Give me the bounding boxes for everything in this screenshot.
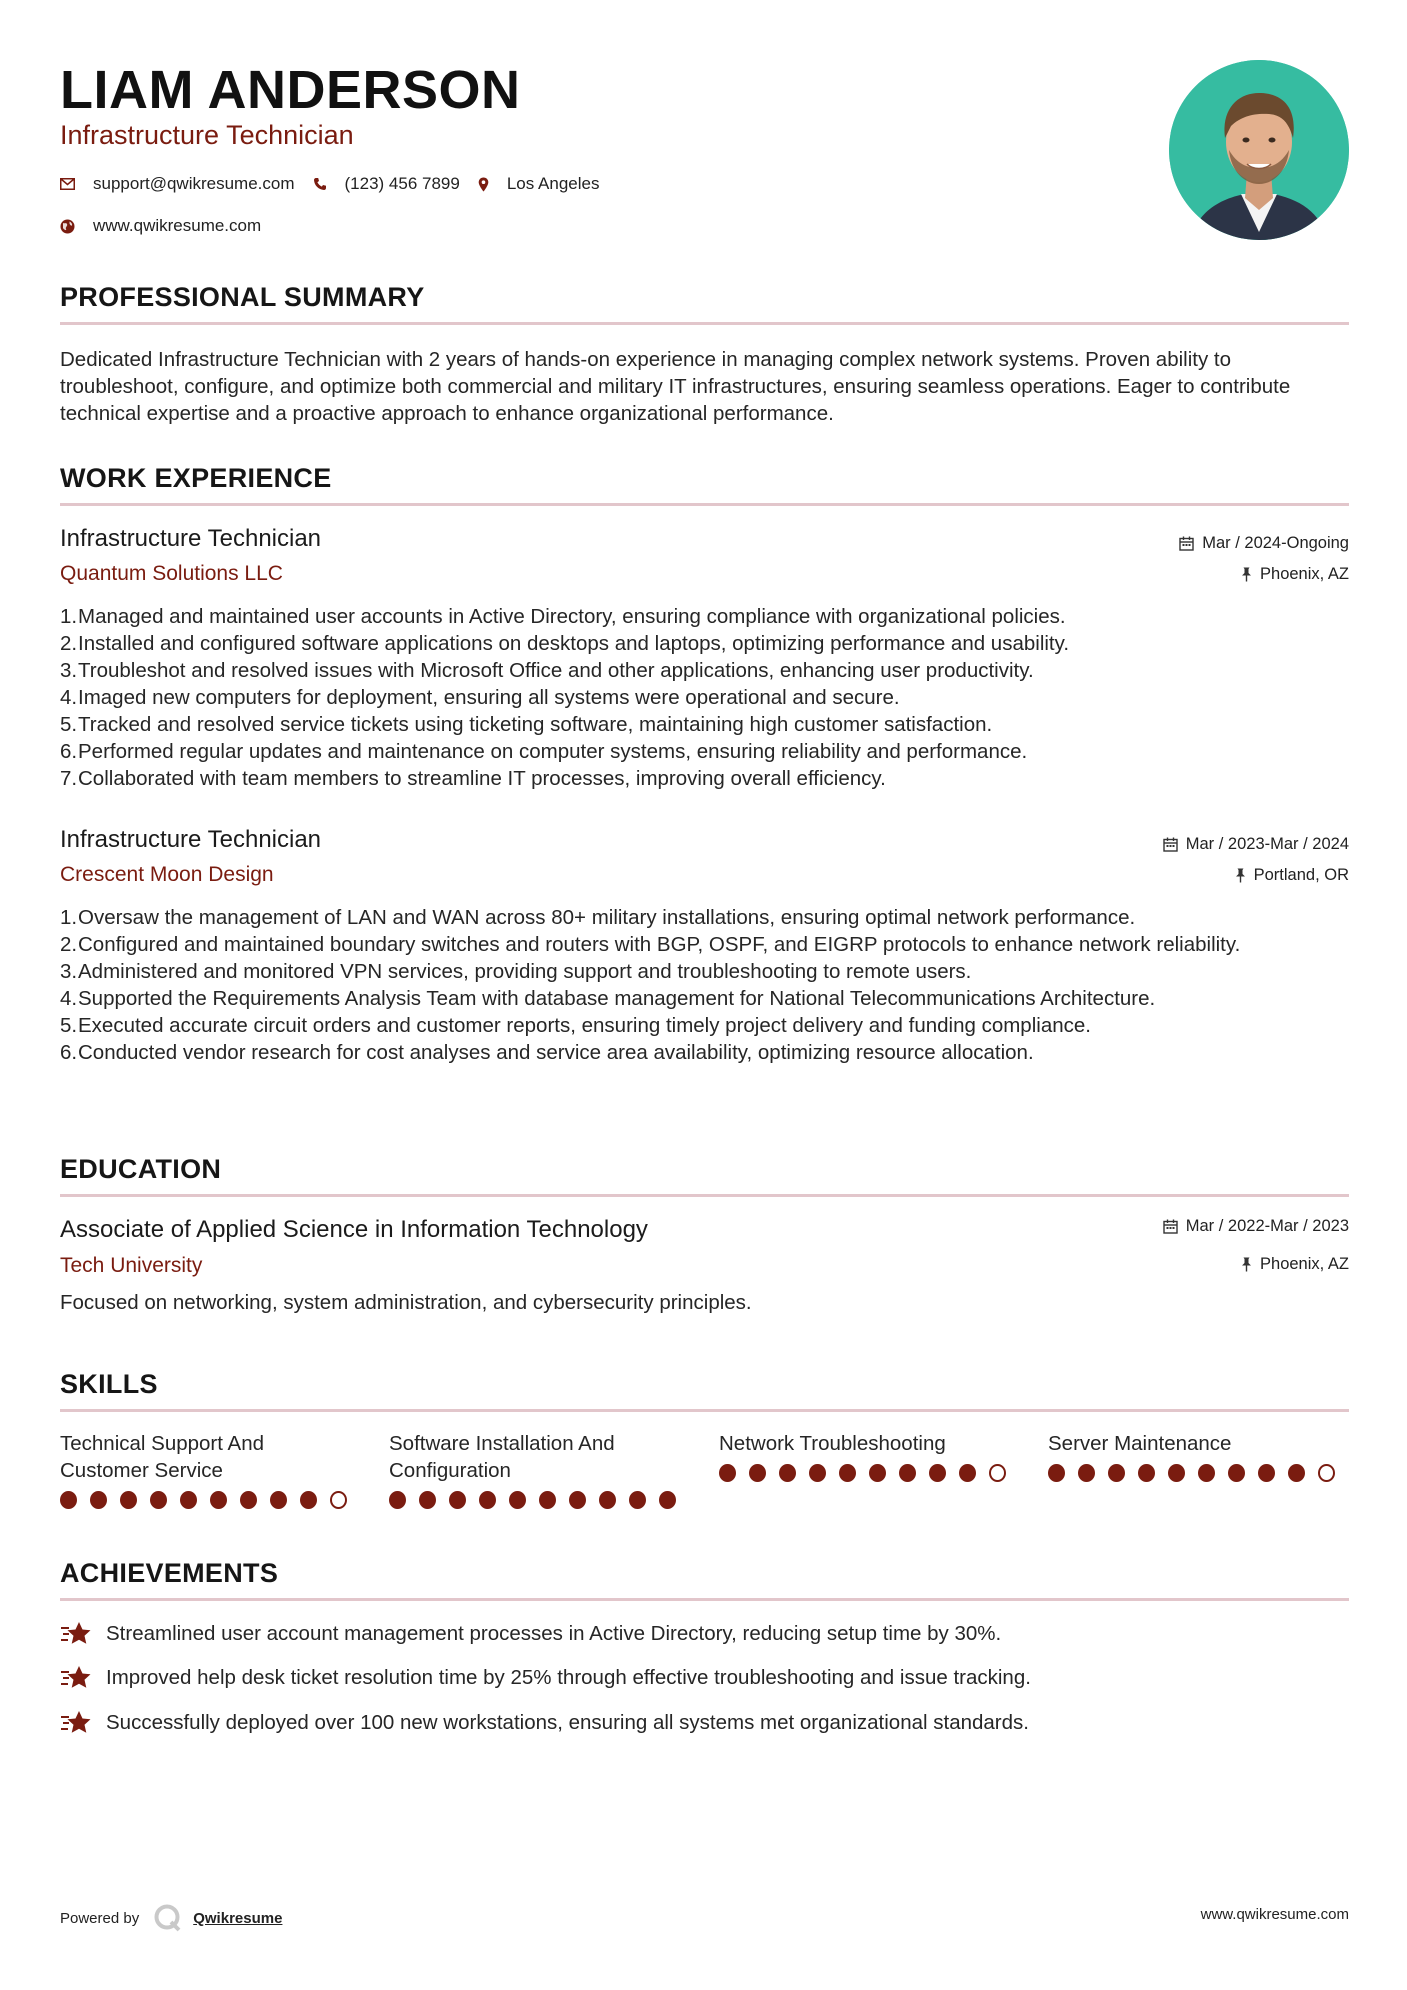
skill-name-line1: Software Installation And	[389, 1432, 615, 1455]
website-contact[interactable]	[60, 215, 261, 237]
website-text: www.qwikresume.com	[93, 216, 262, 235]
list-item: 5. Tracked and resolved service tickets using ticketing software, maintaining high customer satisfaction.	[60, 713, 993, 736]
envelope-icon	[60, 178, 75, 190]
rating-dot-filled	[90, 1491, 107, 1509]
skill-name-line2: Configuration	[389, 1459, 511, 1482]
achievement-text: Successfully deployed over 100 new workstations, ensuring all systems met organizational standards.	[106, 1711, 1029, 1734]
rating-dot-filled	[389, 1491, 406, 1509]
qwikresume-logo-icon	[153, 1903, 183, 1933]
list-item: 4. Supported the Requirements Analysis Team with database management for National Telecommunications Architecture.	[60, 987, 1156, 1010]
rating-dot-filled	[1138, 1464, 1155, 1482]
pushpin-icon	[1235, 868, 1246, 883]
profile-photo	[1169, 60, 1349, 240]
rating-dot-filled	[1108, 1464, 1125, 1482]
phone-text: (123) 456 7899	[344, 174, 460, 193]
achievements-divider	[60, 1598, 1349, 1601]
rating-dot-filled	[779, 1464, 796, 1482]
job-2-location-text: Portland, OR	[1253, 866, 1349, 884]
achievement-text: Improved help desk ticket resolution time by 25% through effective troubleshooting and issue tracking.	[106, 1666, 1031, 1689]
rating-dot-filled	[899, 1464, 916, 1482]
powered-by-label: Powered by	[60, 1909, 140, 1927]
rating-dot-filled	[569, 1491, 586, 1509]
rating-dot-filled	[419, 1491, 436, 1509]
pushpin-icon	[1241, 1257, 1252, 1272]
contact-row-primary	[60, 173, 617, 195]
location-contact	[478, 173, 600, 195]
job-2-company: Crescent Moon Design	[60, 863, 274, 886]
list-item: 3. Administered and monitored VPN services, providing support and troubleshooting to remote users.	[60, 960, 972, 983]
rating-dot-filled	[839, 1464, 856, 1482]
list-item: 1. Oversaw the management of LAN and WAN across 80+ military installations, ensuring optimal network performance.	[60, 906, 1136, 929]
rating-dot-filled	[1198, 1464, 1215, 1482]
rating-dot-filled	[509, 1491, 526, 1509]
person-portrait-icon	[1169, 60, 1349, 240]
rating-dot-empty	[330, 1491, 347, 1509]
job-1-title: Infrastructure Technician	[60, 525, 322, 552]
rating-dot-filled	[1288, 1464, 1305, 1482]
education-heading: EDUCATION	[60, 1154, 222, 1184]
rating-dot-filled	[929, 1464, 946, 1482]
rating-dot-filled	[1168, 1464, 1185, 1482]
rating-dot-filled	[1048, 1464, 1065, 1482]
phone-icon	[313, 177, 327, 191]
list-item: 2. Configured and maintained boundary switches and routers with BGP, OSPF, and EIGRP protocols to enhance network reliability.	[60, 933, 1241, 956]
rating-dot-filled	[210, 1491, 227, 1509]
list-item: 4. Imaged new computers for deployment, ensuring all systems were operational and secure.	[60, 686, 900, 709]
job-1-dates	[1179, 533, 1349, 553]
pushpin-icon	[1241, 567, 1252, 582]
job-1-bullets	[60, 603, 1349, 792]
education-dates	[1163, 1216, 1349, 1236]
rating-dot-empty	[1318, 1464, 1335, 1482]
list-item: 3. Troubleshot and resolved issues with Microsoft Office and other applications, enhancing user productivity.	[60, 659, 1034, 682]
rating-dot-filled	[599, 1491, 616, 1509]
location-text: Los Angeles	[506, 174, 600, 193]
rating-dot-filled	[1078, 1464, 1095, 1482]
email-contact[interactable]	[60, 173, 295, 195]
skill-name-line1: Technical Support And	[60, 1432, 264, 1455]
map-pin-icon	[478, 177, 489, 192]
list-item: 5. Executed accurate circuit orders and customer reports, ensuring timely project delivery and funding compliance.	[60, 1014, 1091, 1037]
skill-rating	[389, 1491, 689, 1509]
skill-name-line1: Network Troubleshooting	[719, 1432, 946, 1455]
candidate-name: LIAM ANDERSON	[60, 60, 521, 120]
education-location-text: Phoenix, AZ	[1260, 1255, 1349, 1273]
rating-dot-filled	[749, 1464, 766, 1482]
rating-dot-filled	[240, 1491, 257, 1509]
education-divider	[60, 1194, 1349, 1197]
job-2-dates-text: Mar / 2023-Mar / 2024	[1185, 835, 1349, 853]
rating-dot-filled	[150, 1491, 167, 1509]
skill-item	[389, 1430, 689, 1509]
star-award-icon	[60, 1710, 92, 1736]
education-dates-text: Mar / 2022-Mar / 2023	[1185, 1217, 1349, 1235]
summary-text: Dedicated Infrastructure Technician with 2 years of hands-on experience in managing complex network systems. Proven ability to troubleshoot, configure, and optimize both commercial and military IT infrastructures, ensuring seamless operations. Eager to contribute technical expertise and a proactive approach to enhance organizational performance.	[60, 348, 1291, 425]
school-name: Tech University	[60, 1254, 203, 1277]
job-2-title: Infrastructure Technician	[60, 826, 322, 853]
skill-rating	[719, 1464, 1019, 1482]
experience-heading: WORK EXPERIENCE	[60, 463, 332, 493]
education-description: Focused on networking, system administration, and cybersecurity principles.	[60, 1291, 752, 1314]
job-2-bullets	[60, 904, 1349, 1066]
rating-dot-filled	[719, 1464, 736, 1482]
job-1-company: Quantum Solutions LLC	[60, 562, 283, 585]
rating-dot-filled	[479, 1491, 496, 1509]
job-1-location	[1241, 564, 1349, 584]
job-2-location	[1235, 865, 1349, 885]
calendar-icon	[1163, 837, 1178, 852]
rating-dot-filled	[659, 1491, 676, 1509]
rating-dot-filled	[959, 1464, 976, 1482]
experience-divider	[60, 503, 1349, 506]
email-text: support@qwikresume.com	[93, 174, 295, 193]
list-item: 6. Performed regular updates and maintenance on computer systems, ensuring reliability and performance.	[60, 740, 1028, 763]
rating-dot-filled	[120, 1491, 137, 1509]
skill-item	[719, 1430, 1019, 1482]
qwikresume-link[interactable]: Qwikresume	[193, 1909, 283, 1927]
skill-name-line2: Customer Service	[60, 1459, 223, 1482]
education-location	[1241, 1254, 1349, 1274]
achievement-item	[60, 1664, 1031, 1691]
list-item: 2. Installed and configured software applications on desktops and laptops, optimizing performance and usability.	[60, 632, 1070, 655]
rating-dot-filled	[180, 1491, 197, 1509]
degree-title: Associate of Applied Science in Information Technology	[60, 1216, 648, 1243]
skill-item	[60, 1430, 360, 1509]
job-1-dates-text: Mar / 2024-Ongoing	[1202, 534, 1349, 552]
list-item: 6. Conducted vendor research for cost analyses and service area availability, optimizing resource allocation.	[60, 1041, 1034, 1064]
calendar-icon	[1163, 1219, 1178, 1234]
rating-dot-filled	[60, 1491, 77, 1509]
job-2-dates	[1163, 834, 1349, 854]
calendar-icon	[1179, 536, 1194, 551]
rating-dot-filled	[809, 1464, 826, 1482]
list-item: 1. Managed and maintained user accounts in Active Directory, ensuring compliance with organizational policies.	[60, 605, 1066, 628]
rating-dot-filled	[300, 1491, 317, 1509]
skill-name-line1: Server Maintenance	[1048, 1432, 1232, 1455]
rating-dot-filled	[449, 1491, 466, 1509]
rating-dot-filled	[629, 1491, 646, 1509]
footer-website[interactable]: www.qwikresume.com	[1200, 1906, 1349, 1923]
skill-rating	[60, 1491, 360, 1509]
rating-dot-empty	[989, 1464, 1006, 1482]
skills-divider	[60, 1409, 1349, 1412]
skill-rating	[1048, 1464, 1348, 1482]
rating-dot-filled	[869, 1464, 886, 1482]
achievements-heading: ACHIEVEMENTS	[60, 1558, 279, 1588]
globe-icon	[60, 219, 75, 234]
achievement-text: Streamlined user account management processes in Active Directory, reducing setup time by 30%.	[106, 1622, 1002, 1645]
achievement-item	[60, 1620, 1001, 1647]
job-1-location-text: Phoenix, AZ	[1260, 565, 1349, 583]
phone-contact[interactable]	[313, 173, 460, 195]
summary-heading: PROFESSIONAL SUMMARY	[60, 282, 425, 312]
skills-heading: SKILLS	[60, 1369, 158, 1399]
rating-dot-filled	[539, 1491, 556, 1509]
star-award-icon	[60, 1665, 92, 1691]
achievement-item	[60, 1709, 1029, 1736]
footer-branding	[60, 1903, 282, 1933]
summary-divider	[60, 322, 1349, 325]
rating-dot-filled	[270, 1491, 287, 1509]
skill-item	[1048, 1430, 1348, 1482]
rating-dot-filled	[1258, 1464, 1275, 1482]
list-item: 7. Collaborated with team members to streamline IT processes, improving overall efficiency.	[60, 767, 886, 790]
contact-row-secondary	[60, 215, 279, 237]
candidate-role: Infrastructure Technician	[60, 120, 354, 150]
star-award-icon	[60, 1621, 92, 1647]
rating-dot-filled	[1228, 1464, 1245, 1482]
